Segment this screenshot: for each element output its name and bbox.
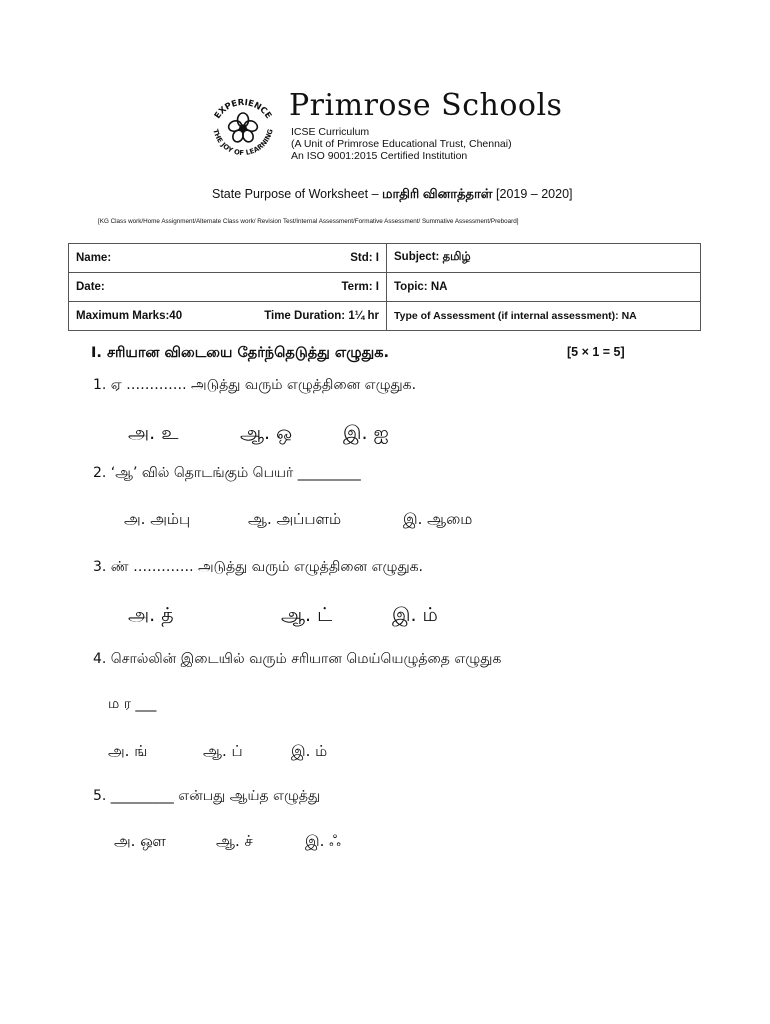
q1-option-b: ஆ. ஒ [240, 422, 293, 444]
school-logo [205, 95, 281, 161]
q4-option-c: இ. ம் [291, 742, 328, 760]
q1-option-a: அ. உ [128, 422, 179, 444]
section-marks: [5 × 1 = 5] [567, 345, 625, 359]
worksheet-purpose [212, 186, 573, 203]
q3-option-b: ஆ. ட் [281, 604, 333, 626]
q5-option-c: இ. ஃ [305, 832, 341, 850]
q2-option-a: அ. அம்பு [124, 510, 191, 528]
topic-label: Topic: NA [394, 281, 448, 293]
name-label: Name: [76, 252, 112, 264]
question-1: 1. ஏ …………. அடுத்து வரும் எழுத்தினை எழுதுக. [93, 377, 417, 393]
question-4: 4. சொல்லின் இடையில் வரும் சரியான மெய்யெழுத்தை எழுதுக [93, 651, 502, 667]
marks-duration-cell [69, 302, 387, 331]
iso-text: An ISO 9001:2015 Certified Institution [291, 150, 468, 162]
subject-value: தமிழ் [442, 251, 471, 263]
q4-option-b: ஆ. ப் [203, 742, 243, 760]
purpose-title: மாதிரி வினாத்தாள் [382, 186, 493, 201]
q2-option-b: ஆ. அப்பளம் [248, 510, 342, 528]
time-duration: Time Duration: 1¼ hr [264, 310, 379, 322]
flower-icon [227, 113, 259, 144]
max-marks: Maximum Marks:40 [76, 310, 183, 322]
q2-option-c: இ. ஆமை [403, 510, 473, 528]
svg-text:EXPERIENCE [213, 98, 274, 121]
q4-word-blank: ம ர ___ [108, 696, 157, 712]
logo-text-top: EXPERIENCE [212, 97, 274, 121]
trust-text: (A Unit of Primrose Educational Trust, Chennai) [291, 138, 512, 150]
subject-cell [387, 244, 701, 273]
question-3: 3. ண் …………. அடுத்து வரும் எழுத்தினை எழுதுக. [93, 559, 423, 575]
q1-option-c: இ. ஐ [343, 422, 389, 444]
std-label: Std: I [350, 252, 379, 264]
question-5: 5. _________ என்பது ஆய்த எழுத்து [93, 788, 321, 804]
q3-option-a: அ. த் [128, 604, 174, 626]
school-name: Primrose Schools [289, 88, 563, 123]
assessment-type: Type of Assessment (if internal assessment): NA [394, 310, 637, 322]
logo-text-bottom: THE JOY OF LEARNING [211, 128, 275, 158]
section-title: I. சரியான விடையை தேர்ந்தெடுத்து எழுதுக. [91, 345, 390, 361]
subject-label: Subject: [394, 251, 440, 263]
date-label: Date: [76, 281, 105, 293]
curriculum-text: ICSE Curriculum [291, 126, 370, 138]
topic-cell [387, 273, 701, 302]
q4-option-a: அ. ங் [108, 742, 148, 760]
name-std-cell [69, 244, 387, 273]
student-info-table [68, 243, 701, 331]
q5-option-b: ஆ. ச் [216, 832, 253, 850]
purpose-year: [2019 – 2020] [496, 187, 573, 201]
date-term-cell [69, 273, 387, 302]
q3-option-c: இ. ம் [392, 604, 438, 626]
term-label: Term: I [341, 281, 379, 293]
question-2: 2. ‘ஆ’ வில் தொடங்கும் பெயர் _________ [93, 465, 361, 481]
q5-option-a: அ. ஔ [114, 832, 166, 850]
purpose-prefix: State Purpose of Worksheet – [212, 187, 379, 201]
assessment-types: [KG Class work/Home Assignment/Alternate Class work/ Revision Test/Internal Assessment/Formative Assessment/ Summative Assessment/Preboard] [98, 218, 519, 225]
assessment-type-cell [387, 302, 701, 331]
